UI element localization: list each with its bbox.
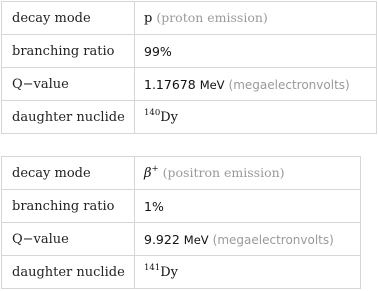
mass-number: 141 <box>144 263 161 273</box>
decay-mode-symbol <box>144 166 159 181</box>
charge-superscript: + <box>151 164 159 174</box>
row-label-decay-mode: decay mode <box>2 2 135 35</box>
daughter-nuclide <box>144 110 178 125</box>
decay-mode-value <box>135 2 377 35</box>
q-value-unit: MeV <box>183 232 209 247</box>
q-value-unit: MeV <box>199 77 225 92</box>
table-row <box>2 2 377 35</box>
mass-number: 140 <box>144 108 161 118</box>
row-label-q-value: Q−value <box>2 68 135 101</box>
row-label-decay-mode: decay mode <box>2 157 135 190</box>
branching-ratio-value: 1% <box>135 190 361 223</box>
decay-mode-value <box>135 157 361 190</box>
decay-table-positron <box>1 156 361 289</box>
table-row <box>2 157 361 190</box>
decay-mode-symbol: p <box>144 11 153 26</box>
table-row <box>2 101 377 134</box>
q-value-number: 1.17678 <box>144 76 196 92</box>
table-row <box>2 35 377 68</box>
daughter-nuclide <box>144 265 178 280</box>
daughter-nuclide-cell <box>135 101 377 134</box>
element-symbol: Dy <box>160 265 179 280</box>
table-row <box>2 256 361 289</box>
daughter-nuclide-cell <box>135 256 361 289</box>
row-label-daughter-nuclide: daughter nuclide <box>2 256 135 289</box>
element-symbol: Dy <box>160 110 179 125</box>
row-label-daughter-nuclide: daughter nuclide <box>2 101 135 134</box>
beta-symbol: β <box>144 166 152 181</box>
table-row <box>2 68 377 101</box>
q-value-number: 9.922 <box>144 231 180 247</box>
decay-table-proton <box>1 1 377 134</box>
q-value-cell <box>135 223 361 256</box>
branching-ratio-value: 99% <box>135 35 377 68</box>
q-value-cell <box>135 68 377 101</box>
row-label-q-value: Q−value <box>2 223 135 256</box>
table-row <box>2 223 361 256</box>
table-row <box>2 190 361 223</box>
q-value-unit-note: (megaelectronvolts) <box>228 77 350 92</box>
row-label-branching-ratio: branching ratio <box>2 190 135 223</box>
decay-mode-note: (positron emission) <box>162 165 285 180</box>
row-label-branching-ratio: branching ratio <box>2 35 135 68</box>
decay-mode-note: (proton emission) <box>156 10 268 25</box>
q-value-unit-note: (megaelectronvolts) <box>212 232 334 247</box>
